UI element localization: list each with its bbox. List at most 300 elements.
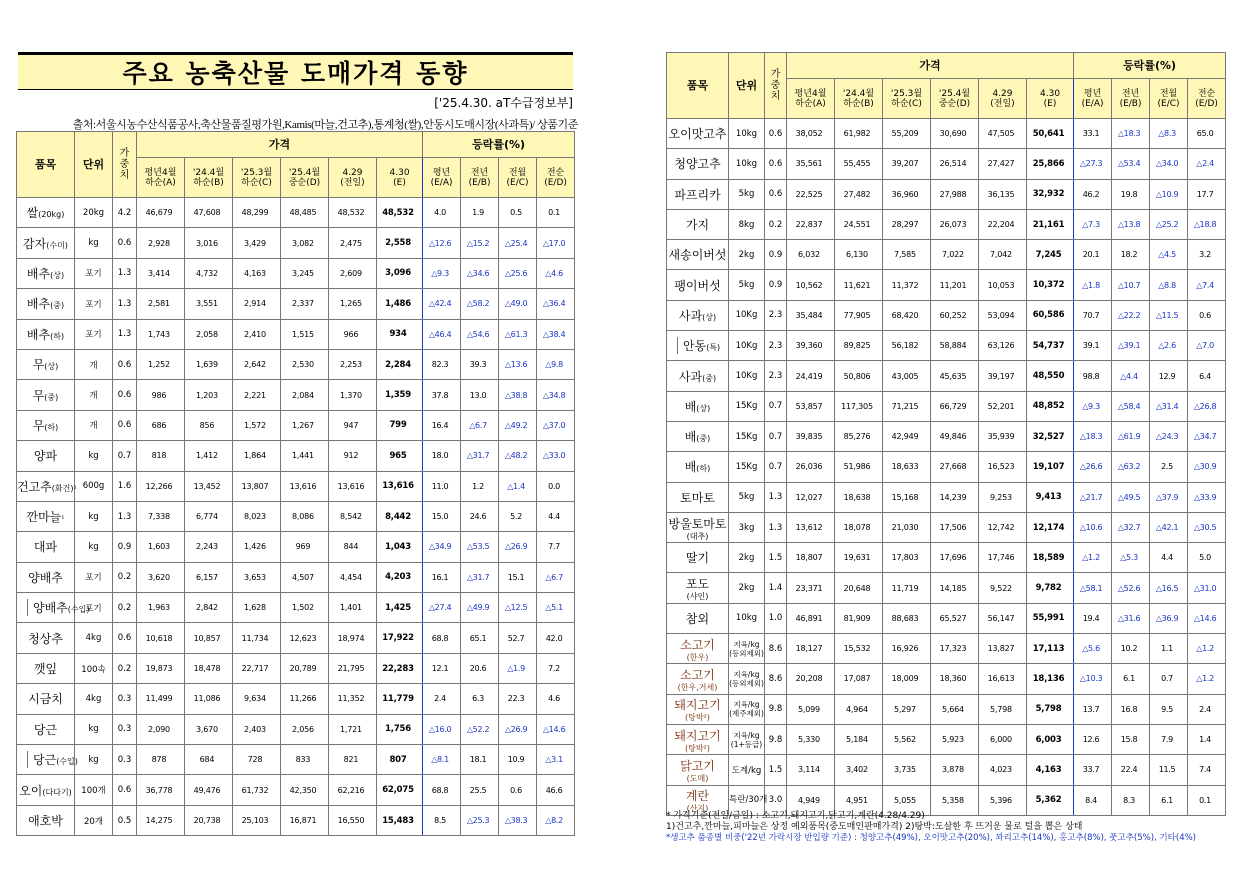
item-main-label: 배추 [26,327,51,342]
price-cell: 35,484 [787,300,835,330]
price-cell: 60,252 [931,300,979,330]
table-body-right [667,119,1226,816]
item-unit [729,634,765,664]
price-cell: 35,561 [787,149,835,179]
item-sub-label: (산지) [686,804,709,814]
price-cell: 986 [137,380,185,410]
price-cell: 1,864 [233,441,281,471]
rate-cell: 1.2 [461,471,499,501]
price-cell: 5,099 [787,694,835,724]
price-cell: 20,789 [281,653,329,683]
rate-cell: 16.8 [1112,694,1150,724]
rate-cell: 0.1 [537,198,575,228]
item-unit: 100속 [75,653,113,683]
price-cell: 18,127 [787,634,835,664]
item-name [667,119,729,149]
item-sub-label: (도매) [686,773,709,783]
price-cell: 18,638 [835,482,883,512]
rate-cell: △31.4 [1150,391,1188,421]
header-price-col-line2: 하순(A) [795,98,826,109]
item-sub-label: (수미) [46,240,68,250]
item-weight: 2.3 [765,331,787,361]
price-cell: 15,168 [883,482,931,512]
price-cell: 2,090 [137,714,185,744]
item-weight: 0.2 [765,209,787,239]
rate-cell: 16.4 [423,410,461,440]
rate-cell: 15.1 [499,562,537,592]
item-weight: 0.6 [765,119,787,149]
price-cell: 56,147 [979,603,1027,633]
rate-cell: △39.1 [1112,331,1150,361]
item-unit: kg [75,714,113,744]
price-current: 21,161 [1027,209,1074,239]
rate-cell: △12.6 [423,228,461,258]
price-cell: 14,275 [137,805,185,835]
rate-cell: 17.7 [1188,179,1226,209]
item-name [667,270,729,300]
item-inset-box [27,751,78,768]
price-current: 8,442 [377,501,423,531]
rate-cell: △36.4 [537,289,575,319]
item-sub-label: (화건)¹ [51,483,77,493]
rate-cell: △4.6 [537,258,575,288]
price-cell: 48,532 [329,198,377,228]
item-main-label: 무 [32,358,45,373]
price-cell: 11,621 [835,270,883,300]
item-unit: 5kg [729,179,765,209]
rate-cell: △10.7 [1112,270,1150,300]
item-sub-label: (중) [696,434,711,444]
price-cell: 17,323 [931,634,979,664]
price-cell: 3,551 [185,289,233,319]
price-cell: 13,616 [329,471,377,501]
price-cell: 4,454 [329,562,377,592]
item-weight: 1.3 [765,482,787,512]
price-cell: 22,525 [787,179,835,209]
rate-cell: 19.8 [1112,179,1150,209]
rate-cell: △31.7 [461,562,499,592]
item-main-label: 딸기 [685,551,710,566]
price-cell: 23,371 [787,573,835,603]
header-rate-col-line2: (E/D) [544,177,567,188]
item-weight: 1.3 [113,258,137,288]
price-cell: 4,732 [185,258,233,288]
table-row [17,228,575,258]
price-cell: 1,412 [185,441,233,471]
header-price-col [137,158,185,198]
price-current: 799 [377,410,423,440]
price-cell: 16,550 [329,805,377,835]
table-row [17,562,575,592]
price-cell: 3,245 [281,258,329,288]
rate-cell: △53.4 [1112,149,1150,179]
item-main-label: 무 [32,388,45,403]
item-weight: 1.4 [765,573,787,603]
price-cell: 18,633 [883,452,931,482]
rate-cell: 39.1 [1074,331,1112,361]
rate-cell: △22.2 [1112,300,1150,330]
item-name [667,149,729,179]
price-current: 1,425 [377,593,423,623]
price-current: 11,779 [377,684,423,714]
item-weight: 1.0 [765,603,787,633]
rate-cell: 42.0 [537,623,575,653]
rate-cell: △27.4 [423,593,461,623]
price-current: 9,782 [1027,573,1074,603]
rate-cell: 7.2 [537,653,575,683]
item-main-label: 청양고추 [674,157,721,172]
item-main-label: 양파 [33,449,58,464]
table-row [667,209,1226,239]
price-current: 4,163 [1027,755,1074,785]
price-current: 17,922 [377,623,423,653]
header-price-col-line2: 하순(C) [241,177,272,188]
rate-cell: △49.2 [499,410,537,440]
rate-cell: 68.8 [423,623,461,653]
rate-cell: △61.3 [499,319,537,349]
header-price-col-line2: 하순(C) [891,98,922,109]
item-unit: 15Kg [729,421,765,451]
item-sub-label: (중) [702,373,717,383]
table-row [667,179,1226,209]
price-cell: 39,207 [883,149,931,179]
price-cell: 1,963 [137,593,185,623]
price-current: 18,136 [1027,664,1074,694]
price-cell: 3,429 [233,228,281,258]
rate-cell: △25.4 [499,228,537,258]
rate-cell: △58.4 [1112,391,1150,421]
rate-cell: 4.4 [1150,543,1188,573]
item-unit: 특란/30개 [729,785,765,815]
item-unit: 개 [75,380,113,410]
price-cell: 17,087 [835,664,883,694]
item-unit: kg [75,532,113,562]
rate-cell: 20.1 [1074,240,1112,270]
item-sub-label: (중) [50,301,65,311]
item-unit-line2: (1+등급) [730,739,763,749]
price-cell: 51,986 [835,452,883,482]
header-price-col [787,79,835,119]
price-cell: 10,053 [979,270,1027,300]
price-current: 1,043 [377,532,423,562]
rate-cell: 22.4 [1112,755,1150,785]
price-cell: 12,623 [281,623,329,653]
item-sub-label: (대추) [686,531,709,541]
header-weight-char: 중 [770,80,781,91]
price-cell: 14,239 [931,482,979,512]
header-rate-col-line2: (E/D) [1195,98,1218,109]
table-row [667,512,1226,542]
header-rate-col-line1: 전월 [508,167,527,178]
rate-cell: △9.3 [1074,391,1112,421]
item-name [667,694,729,724]
rate-cell: 33.1 [1074,119,1112,149]
item-unit: 포기 [75,258,113,288]
table-row [17,258,575,288]
item-weight: 4.2 [113,198,137,228]
rate-cell: △33.9 [1188,482,1226,512]
price-cell: 3,620 [137,562,185,592]
item-name [17,714,75,744]
item-main-label: 팽이버섯 [674,278,721,293]
price-cell: 20,738 [185,805,233,835]
price-cell: 3,653 [233,562,281,592]
header-price-col-line1: '25.3월 [890,88,923,99]
item-unit: 2kg [729,240,765,270]
rate-cell: 11.5 [1150,755,1188,785]
rate-cell: △10.6 [1074,512,1112,542]
item-main-label: 사과 [678,308,703,323]
price-current: 2,284 [377,349,423,379]
item-main-label: 배 [684,430,697,445]
item-unit-line2: (제주제외) [729,709,764,719]
rate-cell: 4.4 [537,501,575,531]
rate-cell: 52.7 [499,623,537,653]
rate-cell: 37.8 [423,380,461,410]
item-name [17,471,75,501]
header-rate-col-line2: (E/B) [468,177,491,188]
item-sub-label: (다다기) [42,787,72,797]
item-main-label: 배추 [26,266,51,281]
item-sub-label: (수입) [56,757,78,767]
item-unit [729,724,765,754]
price-current: 48,550 [1027,361,1074,391]
rate-cell: △12.5 [499,593,537,623]
header-rate-col-line2: (E/A) [430,177,453,188]
item-sub-label: (탕박²) [685,713,710,723]
rate-cell: △26.9 [499,714,537,744]
rate-cell: △38.4 [537,319,575,349]
price-cell: 26,514 [931,149,979,179]
rate-cell: △7.4 [1188,270,1226,300]
price-cell: 12,027 [787,482,835,512]
price-cell: 56,182 [883,331,931,361]
rate-cell: △46.4 [423,319,461,349]
header-weight-char: 중 [119,159,130,170]
header-rate-group: 등락률(%) [423,132,575,158]
price-cell: 11,086 [185,684,233,714]
rate-cell: 10.9 [499,745,537,775]
item-main-label: 무 [32,418,45,433]
price-cell: 2,642 [233,349,281,379]
rate-cell: 9.5 [1150,694,1188,724]
price-cell: 1,743 [137,319,185,349]
price-cell: 2,243 [185,532,233,562]
item-name [17,441,75,471]
item-name [17,258,75,288]
header-rate-col [499,158,537,198]
header-price-col-line1: '24.4월 [192,167,225,178]
item-name [667,512,729,542]
rate-cell: 39.3 [461,349,499,379]
rate-cell: △53.5 [461,532,499,562]
item-unit: 10Kg [729,361,765,391]
item-name [17,289,75,319]
price-cell: 46,891 [787,603,835,633]
item-main-label: 건고추 [17,479,52,494]
rate-cell: △32.7 [1112,512,1150,542]
item-main-label: 대파 [33,540,58,555]
price-cell: 5,330 [787,724,835,754]
price-cell: 5,798 [979,694,1027,724]
price-cell: 17,803 [883,543,931,573]
price-cell: 5,664 [931,694,979,724]
item-unit: 100개 [75,775,113,805]
price-cell: 43,005 [883,361,931,391]
item-main-label: 배 [684,399,697,414]
item-unit: 도계/kg [729,755,765,785]
price-cell: 28,297 [883,209,931,239]
item-weight: 0.2 [113,562,137,592]
rate-cell: △48.2 [499,441,537,471]
price-cell: 19,873 [137,653,185,683]
price-current: 22,283 [377,653,423,683]
item-weight: 0.5 [113,805,137,835]
rate-cell: 82.3 [423,349,461,379]
rate-cell: △8.2 [537,805,575,835]
rate-cell: 24.6 [461,501,499,531]
price-cell: 3,670 [185,714,233,744]
item-unit: 10Kg [729,331,765,361]
price-cell: 1,441 [281,441,329,471]
rate-cell: △61.9 [1112,421,1150,451]
header-price-col [233,158,281,198]
price-cell: 24,419 [787,361,835,391]
header-rate-col [423,158,461,198]
item-name [667,240,729,270]
price-cell: 1,572 [233,410,281,440]
item-sub-label: (상) [696,403,711,413]
price-cell: 3,414 [137,258,185,288]
price-cell: 18,009 [883,664,931,694]
item-unit-line1: 지육/kg [733,639,760,649]
price-cell: 947 [329,410,377,440]
rate-cell: △7.0 [1188,331,1226,361]
item-weight: 1.6 [113,471,137,501]
item-weight: 0.2 [113,593,137,623]
item-main-label: 토마토 [680,490,715,505]
item-name [17,410,75,440]
price-cell: 16,613 [979,664,1027,694]
rate-cell: △14.6 [1188,603,1226,633]
rate-cell: △31.6 [1112,603,1150,633]
item-inset-box [27,599,89,616]
price-cell: 16,926 [883,634,931,664]
item-sub-label: (중) [44,392,59,402]
price-cell: 966 [329,319,377,349]
item-unit-line1: 지육/kg [733,669,760,679]
rate-cell: 8.5 [423,805,461,835]
price-cell: 16,523 [979,452,1027,482]
item-sub-label: (탕박²) [685,743,710,753]
table-row [17,684,575,714]
price-current: 2,558 [377,228,423,258]
price-cell: 2,914 [233,289,281,319]
rate-cell: 2.4 [423,684,461,714]
item-weight: 0.6 [113,228,137,258]
header-rate-col [1150,79,1188,119]
price-cell: 1,401 [329,593,377,623]
price-cell: 39,197 [979,361,1027,391]
header-price-col-line2: 하순(B) [193,177,224,188]
item-name [667,179,729,209]
price-cell: 42,949 [883,421,931,451]
header-price-col-line1: 4.30 [1040,88,1061,99]
item-main-label: 쌀 [26,206,39,221]
price-cell: 85,276 [835,421,883,451]
rate-cell: △31.7 [461,441,499,471]
item-unit: 개 [75,349,113,379]
price-cell: 22,717 [233,653,281,683]
rate-cell: △30.5 [1188,512,1226,542]
rate-cell: △13.6 [499,349,537,379]
table-row [667,724,1226,754]
table-row [17,441,575,471]
price-current: 60,586 [1027,300,1074,330]
price-cell: 25,103 [233,805,281,835]
price-cell: 45,635 [931,361,979,391]
item-unit: 5kg [729,482,765,512]
price-cell: 6,000 [979,724,1027,754]
rate-cell: △58.1 [1074,573,1112,603]
price-cell: 22,204 [979,209,1027,239]
item-unit: 20kg [75,198,113,228]
table-row [667,452,1226,482]
rate-cell: △5.1 [537,593,575,623]
header-price-col-line2: 하순(A) [145,177,176,188]
table-row [667,149,1226,179]
rate-cell: 22.3 [499,684,537,714]
rate-cell: △52.6 [1112,573,1150,603]
header-weight-char: 가 [770,69,781,80]
price-cell: 3,735 [883,755,931,785]
price-cell: 48,299 [233,198,281,228]
item-weight: 8.6 [765,664,787,694]
table-row [667,361,1226,391]
header-rate-group: 등락률(%) [1074,53,1226,79]
price-cell: 10,618 [137,623,185,653]
rate-cell: 7.9 [1150,724,1188,754]
header-weight-char: 치 [119,170,130,181]
rate-cell: △49.9 [461,593,499,623]
item-unit: 포기 [75,289,113,319]
price-cell: 66,729 [931,391,979,421]
item-main-label: 돼지고기 [674,698,721,713]
rate-cell: △2.6 [1150,331,1188,361]
header-price-col-line1: 4.30 [389,167,410,178]
item-weight: 0.6 [113,410,137,440]
rate-cell: △34.0 [1150,149,1188,179]
header-rate-col-line1: 전년 [470,167,489,178]
item-unit: 개 [75,410,113,440]
price-cell: 11,352 [329,684,377,714]
rate-cell: 25.5 [461,775,499,805]
item-main-label: 깻잎 [33,662,58,677]
rate-cell: △49.5 [1112,482,1150,512]
item-weight: 0.2 [113,653,137,683]
price-cell: 24,551 [835,209,883,239]
item-name [17,319,75,349]
item-name [667,755,729,785]
table-row [667,664,1226,694]
rate-cell: △38.3 [499,805,537,835]
price-current: 25,866 [1027,149,1074,179]
price-cell: 53,094 [979,300,1027,330]
table-row [17,714,575,744]
price-cell: 20,208 [787,664,835,694]
rate-cell: △31.0 [1188,573,1226,603]
item-main-label: 돼지고기 [674,728,721,743]
